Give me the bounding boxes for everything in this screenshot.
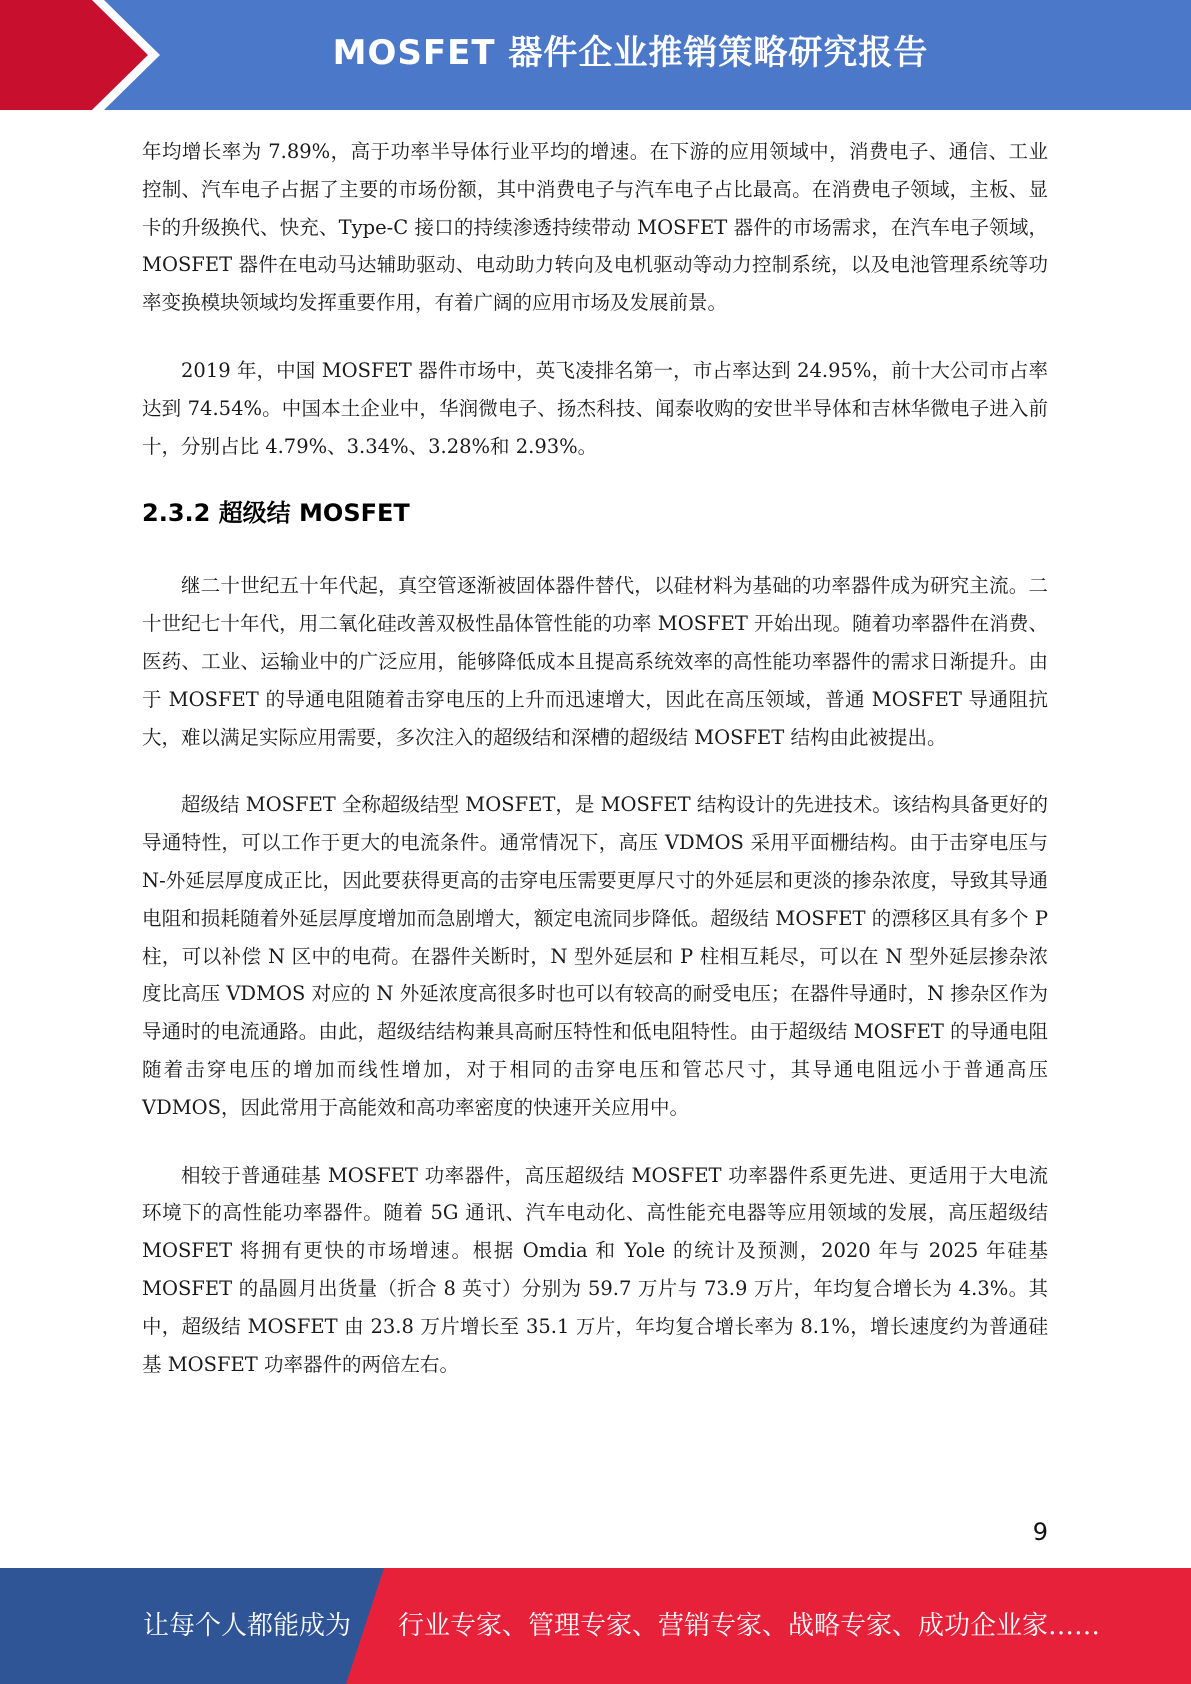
footer-slogan-left: 让每个人都能成为: [143, 1611, 352, 1641]
paragraph: 继二十世纪五十年代起，真空管逐渐被固体器件替代，以硅材料为基础的功率器件成为研究主流。二十世纪七十年代，用二氧化硅改善双极性晶体管性能的功率 MOSFET 开始出现。随着功率器件在消费、医药、工业、运输业中的广泛应用，能够降低成本且提高系统效率的高性能功率器件的需求日渐提升。由于 MOSFET 的导通电阻随着击穿电压的上升而迅速增大，因此在高压领域，普通 MOSFET 导通阻抗大，难以满足实际应用需要，多次注入的超级结和深槽的超级结 MOSFET 结构由此被提出。: [142, 574, 1048, 749]
section-heading: 2.3.2 超级结 MOSFET: [142, 499, 410, 528]
footer-slogan-right: 行业专家、管理专家、营销专家、战略专家、成功企业家……: [398, 1611, 1101, 1641]
paragraph: 2019 年，中国 MOSFET 器件市场中，英飞凌排名第一，市占率达到 24.95%，前十大公司市占率达到 74.54%。中国本土企业中，华润微电子、扬杰科技、闻泰收购的安世半导体和吉林华微电子进入前十，分别占比 4.79%、3.34%、3.28%和 2.93%。: [142, 358, 1048, 458]
page-number: 9: [1032, 1518, 1048, 1546]
page-footer: [0, 1568, 1191, 1684]
header-chevron-decoration: [0, 0, 160, 110]
paragraph: 相较于普通硅基 MOSFET 功率器件，高压超级结 MOSFET 功率器件系更先进、更适用于大电流环境下的高性能功率器件。随着 5G 通讯、汽车电动化、高性能充电器等应用领域的发展，高压超级结 MOSFET 将拥有更快的市场增速。根据 Omdia 和 Yole 的统计及预测，2020 年与 2025 年硅基 MOSFET 的晶圆月出货量（折合 8 英寸）分别为 59.7 万片与 73.9 万片，年均复合增长为 4.3%。其中，超级结 MOSFET 由 23.8 万片增长至 35.1 万片，年均复合增长率为 8.1%，增长速度约为普通硅基 MOSFET 功率器件的两倍左右。: [142, 1163, 1048, 1376]
page-header: [0, 0, 1191, 110]
paragraph: 年均增长率为 7.89%，高于功率半导体行业平均的增速。在下游的应用领域中，消费电子、通信、工业控制、汽车电子占据了主要的市场份额，其中消费电子与汽车电子占比最高。在消费电子领域，主板、显卡的升级换代、快充、Type-C 接口的持续渗透持续带动 MOSFET 器件的市场需求，在汽车电子领域，MOSFET 器件在电动马达辅助驱动、电动助力转向及电机驱动等动力控制系统，以及电池管理系统等功率变换模块领域均发挥重要作用，有着广阔的应用市场及发展前景。: [142, 140, 1048, 315]
paragraph: 超级结 MOSFET 全称超级结型 MOSFET，是 MOSFET 结构设计的先进技术。该结构具备更好的导通特性，可以工作于更大的电流条件。通常情况下，高压 VDMOS 采用平面栅结构。由于击穿电压与 N-外延层厚度成正比，因此要获得更高的击穿电压需要更厚尺寸的外延层和更淡的掺杂浓度，导致其导通电阻和损耗随着外延层厚度增加而急剧增大，额定电流同步降低。超级结 MOSFET 的漂移区具有多个 P 柱，可以补偿 N 区中的电荷。在器件关断时，N 型外延层和 P 柱相互耗尽，可以在 N 型外延层掺杂浓度比高压 VDMOS 对应的 N 外延浓度高很多时也可以有较高的耐受电压；在器件导通时，N 掺杂区作为导通时的电流通路。由此，超级结结构兼具高耐压特性和低电阻特性。由于超级结 MOSFET 的导通电阻随着击穿电压的增加而线性增加，对于相同的击穿电压和管芯尺寸，其导通电阻远小于普通高压 VDMOS，因此常用于高能效和高功率密度的快速开关应用中。: [142, 793, 1048, 1119]
report-title: MOSFET 器件企业推销策略研究报告: [332, 33, 929, 73]
document-body: [142, 133, 1048, 1383]
